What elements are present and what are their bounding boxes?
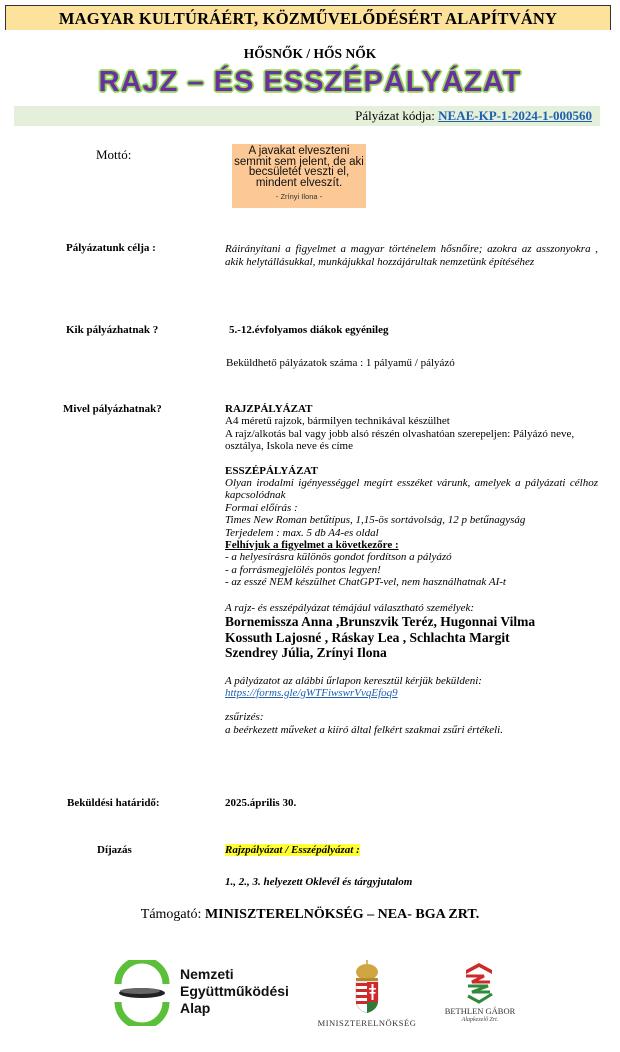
bga-logo (440, 958, 520, 1033)
jury-label: zsűrizés: (225, 711, 264, 724)
subtitle: HŐSNŐK / HŐS NŐK (243, 46, 377, 61)
eligibility-who: 5.-12.évfolyamos diákok egyénileg (229, 324, 389, 336)
nea-logo-line: Együttműködési (180, 983, 289, 999)
tender-code-label: Pályázat kódja: (355, 108, 435, 123)
persons-line: Kossuth Lajosné , Ráskay Lea , Schlachta Margit (225, 629, 510, 645)
categories-content (225, 403, 598, 736)
nea-logo (112, 960, 312, 1030)
motto-quote-box (232, 144, 366, 208)
motto-label: Mottó: (96, 147, 132, 162)
submission-count: Beküldhető pályázatok száma : 1 pályamű / pályázó (226, 357, 455, 369)
quote-line: mindent elveszít. (255, 176, 343, 189)
persons-intro: A rajz- és esszépályázat témájául választható személyek: (225, 601, 475, 614)
prize-value: 1., 2., 3. helyezett Oklevél és tárgyjutalom (225, 876, 413, 888)
submit-instructions: A pályázatot az alábbi űrlapon keresztül kérjük beküldeni: (225, 674, 482, 687)
essay-heading: ESSZÉPÁLYÁZAT (225, 464, 318, 477)
essay-rule: - a forrásmegjelölés pontos legyen! (225, 563, 381, 576)
sponsor-line (0, 907, 620, 923)
essay-attention: Felhívjuk a figyelmet a következőre : (225, 539, 399, 552)
tender-code-link[interactable]: NEAE-KP-1-2024-1-000560 (438, 108, 592, 123)
essay-format-label: Formai előírás : (225, 501, 298, 514)
prize-categories-highlight: Rajzpályázat / Esszépályázat : (225, 844, 360, 856)
submission-form-link[interactable]: https://forms.gle/gWTFiwswrVvqEfoq9 (225, 687, 398, 699)
organization-name: MAGYAR KULTÚRÁÉRT, KÖZMŰVELŐDÉSÉRT ALAPÍTVÁNY (58, 9, 558, 28)
quote-line: A javakat elveszteni (248, 145, 350, 157)
tender-code-bar (14, 106, 600, 126)
nea-logo-line: Alap (180, 1000, 211, 1016)
deadline-label: Beküldési határidő: (67, 797, 160, 809)
miniszterelnokseg-label: MINISZTERELNÖKSÉG (317, 1018, 417, 1028)
drawing-heading: RAJZPÁLYÁZAT (225, 403, 313, 415)
sponsor-label: Támogató: (140, 907, 202, 922)
sponsor-value: MINISZTERELNÖKSÉG – NEA- BGA ZRT. (204, 907, 480, 922)
page-title: RAJZ – ÉS ESSZÉPÁLYÁZAT (98, 66, 522, 98)
persons-line: Szendrey Júlia, Zrínyi Ilona (225, 645, 387, 661)
bga-name: BETHLEN GÁBOR (444, 1006, 516, 1016)
prizes-label: Díjazás (97, 844, 132, 856)
motto-quote (232, 144, 366, 188)
essay-intro: Olyan irodalmi igényességgel megírt esszéket várunk, amelyek a pályázati célhoz kapcsolódnak (225, 477, 598, 502)
categories-label: Mivel pályázhatnak? (63, 403, 162, 415)
eligibility-label: Kik pályázhatnak ? (66, 324, 159, 336)
drawing-line: A rajz/alkotás bal vagy jobb alsó részén olvashatóan szerepeljen: Pályázó neve, osztálya, Iskola neve és címe (225, 427, 575, 453)
bga-emblem-icon (462, 960, 496, 1004)
persons-line: Bornemissza Anna ,Brunszvik Teréz, Hugonnai Vilma (225, 614, 536, 630)
essay-rule: - a helyesírásra különös gondot fordítson a pályázó (225, 551, 452, 564)
hungarian-coat-of-arms-icon (352, 960, 382, 1014)
bga-subtitle: Alapkezelő Zrt. (461, 1017, 499, 1023)
miniszterelnokseg-logo (312, 958, 422, 1033)
nea-emblem-icon (112, 960, 172, 1026)
nea-logo-line: Nemzeti (180, 966, 234, 982)
organization-banner (5, 5, 611, 30)
essay-rule: - az esszé NEM készülhet ChatGPT-vel, nem használhatnak AI-t (225, 576, 506, 589)
motto-author: - Zrínyi Ilona - (275, 192, 323, 201)
drawing-line: A4 méretű rajzok, bármilyen technikával készülhet (225, 415, 450, 428)
quote-line: semmit sem jelent, de aki (234, 155, 364, 168)
jury-text: a beérkezett műveket a kiíró által felkért szakmai zsűri értékeli. (225, 723, 503, 736)
goal-label: Pályázatunk célja : (66, 242, 156, 254)
deadline-value: 2025.április 30. (225, 797, 297, 809)
quote-line: becsületét veszti el, (248, 166, 350, 178)
essay-length: Terjedelem : max. 5 db A4-es oldal (225, 526, 379, 539)
prize-categories (225, 844, 360, 856)
goal-text: Ráirányítani a figyelmet a magyar történelem hősnőire; azokra az asszonyokra , akik helytállásukkal, munkájukkal hozzájárultak nemzetünk építéséhez (225, 243, 598, 268)
essay-format: Times New Roman betűtípus, 1,15-ös sortávolság, 12 p betűnagyság (225, 514, 526, 527)
